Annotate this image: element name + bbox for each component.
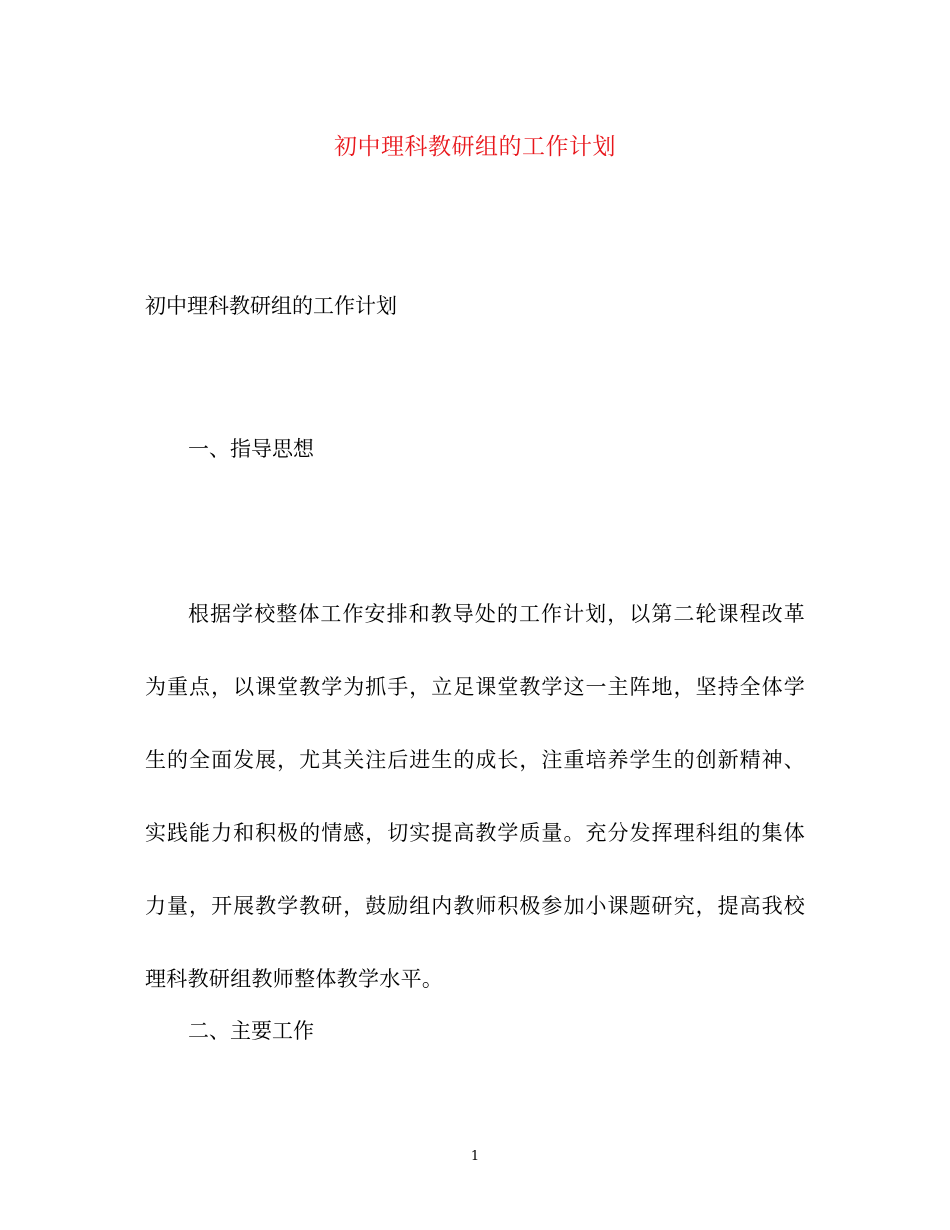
document-subtitle: 初中理科教研组的工作计划 xyxy=(145,294,397,318)
document-title: 初中理科教研组的工作计划 xyxy=(334,134,616,160)
page-number: 1 xyxy=(470,1149,480,1164)
section-heading-guiding-ideology: 一、指导思想 xyxy=(188,437,314,461)
section-paragraph-guiding-ideology: 根据学校整体工作安排和教导处的工作计划，以第二轮课程改革为重点，以课堂教学为抓手，立足课堂教学这一主阵地，坚持全体学生的全面发展，尤其关注后进生的成长，注重培养学生的创新精神、实践能力和积极的情感，切实提高教学质量。充分发挥理科组的集体力量，开展教学教研，鼓励组内教师积极参加小课题研究，提高我校理科教研组教师整体教学水平。 xyxy=(145,602,805,991)
section-heading-main-work: 二、主要工作 xyxy=(188,1019,314,1043)
